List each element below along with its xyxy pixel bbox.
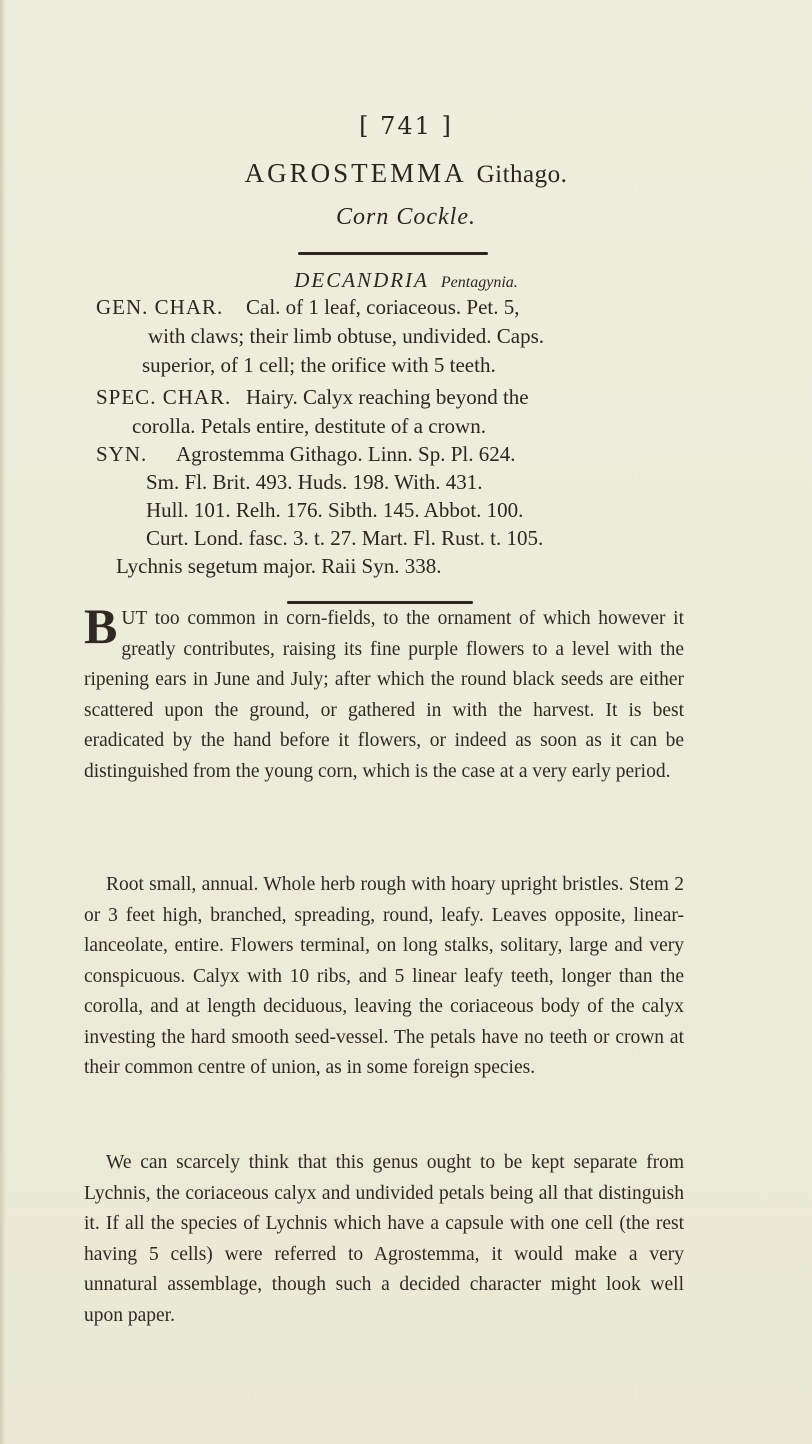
- divider-rule-top: [298, 252, 488, 255]
- paragraph-remarks: [84, 1148, 684, 1331]
- generic-character: [96, 293, 696, 383]
- common-name: Corn Cockle.: [336, 204, 476, 230]
- species-title: [0, 158, 812, 189]
- paragraph-text: Root small, annual. Whole herb rough with hoary upright bristles. Stem 2 or 3 feet high, branched, spreading, round, leafy. Leaves opposite, linear-lanceolate, entire. Flowers terminal, on long stalks, solitary, large and very conspicuous. Calyx with 10 ribs, and 5 linear leafy teeth, longer than the corolla, and at length deciduous, leaving the coriaceous body of the calyx investing the hard smooth seed-vessel. The petals have no teeth or crown at their common centre of union, as in some foreign species.: [84, 874, 684, 1078]
- specific-character: [96, 383, 696, 443]
- gen-char-label: GEN. CHAR.: [96, 295, 224, 319]
- syn-label: SYN.: [96, 442, 148, 466]
- paragraph-description: [84, 870, 684, 1084]
- spec-char-label: SPEC. CHAR.: [96, 385, 232, 409]
- synonyms: [96, 440, 696, 590]
- gen-char-line: with claws; their limb obtuse, undivided. Caps.: [148, 324, 545, 348]
- species-name: Githago.: [476, 161, 568, 188]
- syn-line: Sm. Fl. Brit. 493. Huds. 198. With. 431.: [146, 470, 483, 494]
- syn-line: Agrostemma Githago. Linn. Sp. Pl. 624.: [176, 442, 516, 466]
- drop-cap: B: [84, 598, 118, 654]
- linnaean-classification: [0, 268, 812, 293]
- page-number: [ 741 ]: [359, 112, 453, 140]
- syn-line: Hull. 101. Relh. 176. Sibth. 145. Abbot. 100.: [146, 498, 524, 522]
- paragraph-text: We can scarcely think that this genus ought to be kept separate from Lychnis, the coriaceous calyx and undivided petals being all that distinguish it. If all the species of Lychnis which have a capsule with one cell (the rest having 5 cells) were referred to Agrostemma, it would make a very unnatural assemblage, though such a decided character might look well upon paper.: [84, 1152, 684, 1326]
- paragraph-text: UT too common in corn-fields, to the ornament of which however it greatly contributes, raising its fine purple flowers to a level with the ripening ears in June and July; after which the round black seeds are either scattered upon the ground, or gathered in with the harvest. It is best eradicated by the hand before it flowers, or indeed as soon as it can be distinguished from the young corn, which is the case at a very early period.: [84, 608, 684, 782]
- order-name: Pentagynia.: [440, 274, 518, 291]
- gen-char-line: Cal. of 1 leaf, coriaceous. Pet. 5,: [246, 295, 520, 319]
- spec-char-line: Hairy. Calyx reaching beyond the: [246, 385, 529, 409]
- genus-name: AGROSTEMMA: [244, 158, 467, 188]
- spec-char-line: corolla. Petals entire, destitute of a crown.: [132, 414, 486, 438]
- paragraph-habitat: [84, 598, 684, 787]
- syn-line: Curt. Lond. fasc. 3. t. 27. Mart. Fl. Rust. t. 105.: [146, 526, 544, 550]
- gen-char-line: superior, of 1 cell; the orifice with 5 teeth.: [142, 353, 496, 377]
- syn-line: Lychnis segetum major. Raii Syn. 338.: [116, 554, 442, 578]
- class-name: DECANDRIA: [294, 268, 429, 292]
